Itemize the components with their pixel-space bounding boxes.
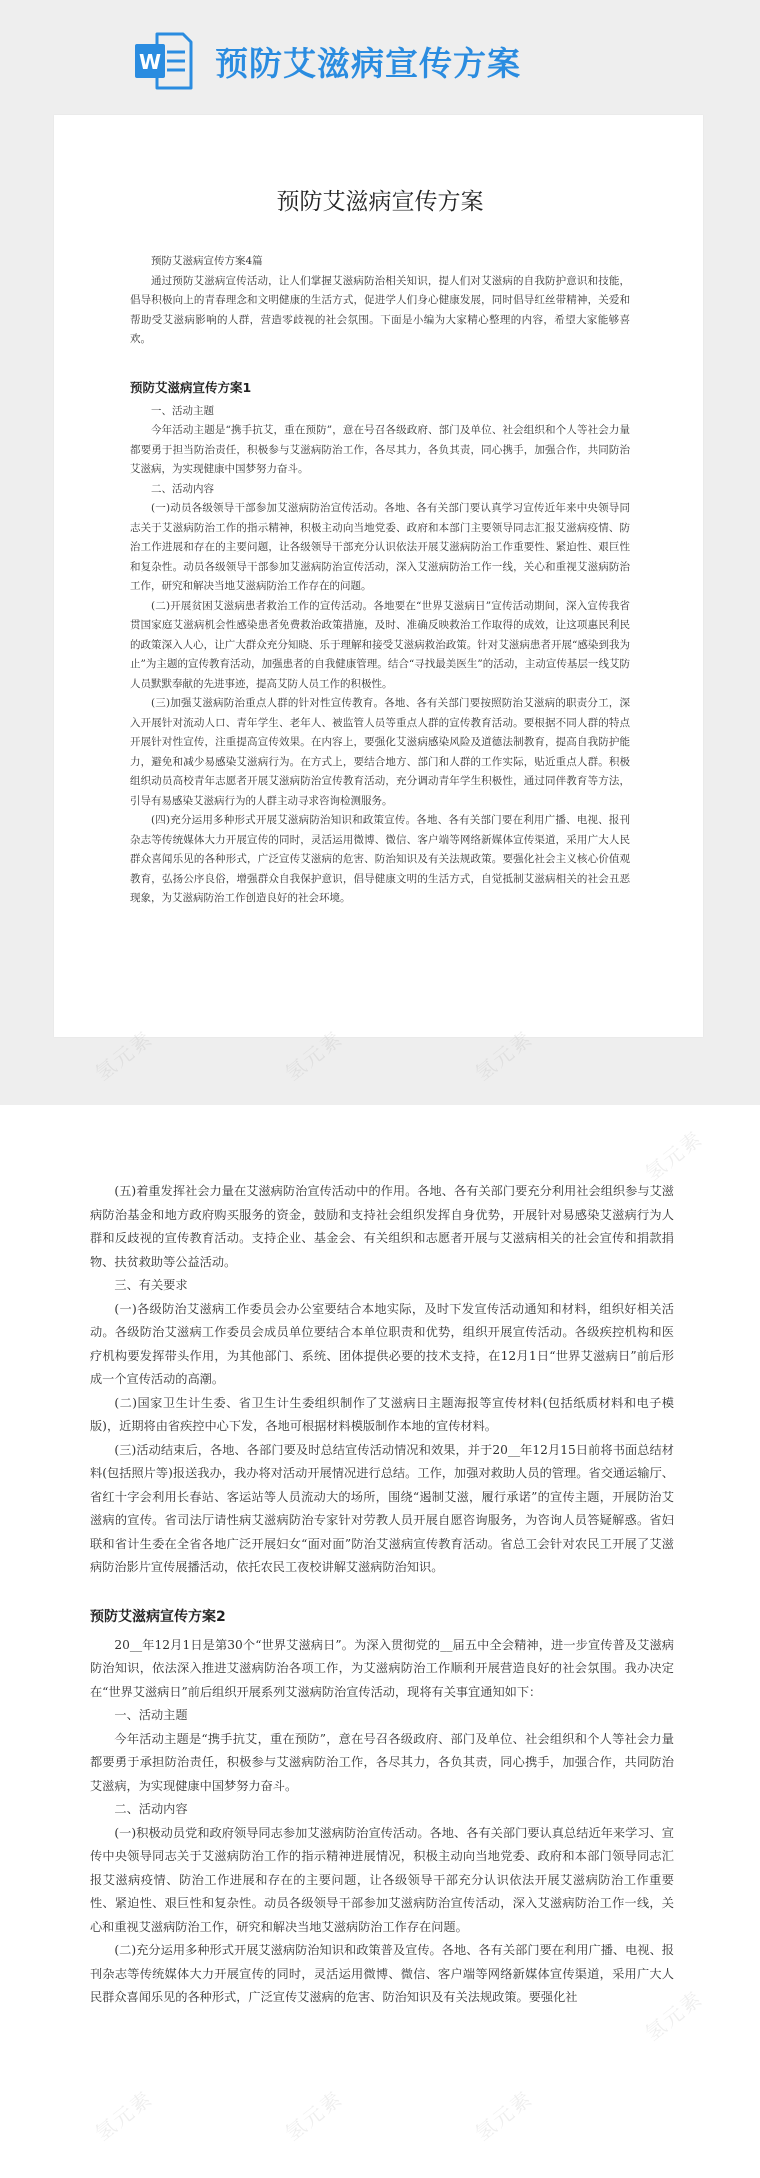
document-subtitle: 预防艾滋病宣传方案4篇 [151, 255, 263, 267]
document-header [133, 28, 521, 94]
s1-requirement-3: (三)活动结束后，各地、各部门要及时总结宣传活动情况和效果，并于20__年12月15日前将书面总结材料(包括照片等)报送我办，我办将对活动开展情况进行总结。工作，加强对救助人员的管理。省交通运输厅、省红十字会利用长春站、客运站等人员流动大的场所，围绕“遏制艾滋，履行承诺”的宣传主题，开展防治艾滋病的宣传。省司法厅请性病艾滋病防治专家针对劳教人员开展自愿咨询服务，为咨询人员答疑解惑。省妇联和省计生委在全省各地广泛开展妇女“面对面”防治艾滋病宣传教育活动。省总工会针对农民工开展了艾滋病防治影片宣传展播活动，依托农民工夜校讲解艾滋病防治知识。 [90, 1442, 674, 1574]
s1-requirements-heading: 三、有关要求 [114, 1278, 188, 1292]
watermark: 氢元素 [470, 2085, 538, 2146]
s1-content-4: (四)充分运用多种形式开展艾滋病防治知识和政策宣传。各地、各有关部门要在利用广播、电视、报刊杂志等传统媒体大力开展宣传的同时，灵活运用微博、微信、客户端等网络新媒体宣传渠道，采用广大人民群众喜闻乐见的各种形式，广泛宣传艾滋病的危害、防治知识及有关法规政策。要强化社会主义核心价值观教育，弘扬公序良俗，增强群众自我保护意识，倡导健康文明的生活方式，自觉抵制艾滋病相关的社会丑恶现象，为艾滋病防治工作创造良好的社会环境。 [130, 814, 630, 904]
page-1-content [130, 183, 630, 909]
s1-content-heading: 二、活动内容 [151, 482, 214, 495]
s1-requirement-2: (二)国家卫生计生委、省卫生计生委组织制作了艾滋病日主题海报等宣传材料(包括纸质材料和电子模版)，近期将由省疾控中心下发，各地可根据材料模版制作本地的宣传材料。 [90, 1395, 674, 1433]
svg-text:W: W [138, 50, 162, 74]
word-document-icon [133, 28, 195, 94]
section-2-heading: 预防艾滋病宣传方案2 [90, 1608, 226, 1625]
s1-content-3: (三)加强艾滋病防治重点人群的针对性宣传教育。各地、各有关部门要按照防治艾滋病的职责分工，深入开展针对流动人口、青年学生、老年人、被监管人员等重点人群的宣传教育活动。要根据不同人群的特点开展针对性宣传，注重提高宣传效果。在内容上，要强化艾滋病感染风险及道德法制教育，提高自我防护能力，避免和减少易感染艾滋病行为。在方式上，要结合地方、部门和人群的工作实际，贴近重点人群。积极组织动员高校青年志愿者开展艾滋病防治宣传教育活动，充分调动青年学生积极性，通过同伴教育等方法，引导有易感染艾滋病行为的人群主动寻求咨询检测服务。 [130, 697, 630, 807]
s1-content-2: (二)开展贫困艾滋病患者救治工作的宣传活动。各地要在“世界艾滋病日”宣传活动期间，深入宣传我省贯国家庭艾滋病机会性感染患者免费救治政策措施，及时、准确反映救治工作取得的成效，让这项惠民利民的政策深入人心，让广大群众充分知晓、乐于理解和接受艾滋病救治政策。针对艾滋病患者开展“感染到我为止”为主题的宣传教育活动，加强患者的自我健康管理。结合“寻找最美医生”的活动，主动宣传基层一线艾防人员默默奉献的先进事迹，提高艾防人员工作的积极性。 [130, 599, 630, 690]
document-page-1 [54, 115, 703, 1037]
document-page-2 [90, 1180, 674, 2010]
s2-theme-heading: 一、活动主题 [114, 1708, 188, 1722]
intro-paragraph: 通过预防艾滋病宣传活动，让人们掌握艾滋病防治相关知识，提人们对艾滋病的自我防护意识和技能，倡导积极向上的青春理念和文明健康的生活方式，促进学人们身心健康发展，同时倡导红丝带精神，关爱和帮助受艾滋病影响的人群，营造零歧视的社会氛围。下面是小编为大家精心整理的内容，希望大家能够喜欢。 [130, 274, 630, 345]
s1-theme-heading: 一、活动主题 [151, 404, 214, 417]
section-1-heading: 预防艾滋病宣传方案1 [130, 379, 252, 395]
s1-content-5: (五)着重发挥社会力量在艾滋病防治宣传活动中的作用。各地、各有关部门要充分利用社会组织参与艾滋病防治基金和地方政府购买服务的资金，鼓励和支持社会组织发挥自身优势，开展针对易感染艾滋病行为人群和反歧视的宣传教育活动。支持企业、基金会、有关组织和志愿者开展与艾滋病相关的社会宣传和捐款捐物、扶贫救助等公益活动。 [90, 1184, 674, 1269]
s1-theme-text: 今年活动主题是“携手抗艾，重在预防”，意在号召各级政府、部门及单位、社会组织和个人等社会力量都要勇于担当防治责任，积极参与艾滋病防治工作，各尽其力，各负其责，同心携手，加强合作，共同防治艾滋病，为实现健康中国梦努力奋斗。 [130, 424, 630, 475]
header-title: 预防艾滋病宣传方案 [215, 43, 521, 83]
s2-content-2: (二)充分运用多种形式开展艾滋病防治知识和政策普及宣传。各地、各有关部门要在利用广播、电视、报刊杂志等传统媒体大力开展宣传的同时，灵活运用微博、微信、客户端等网络新媒体宣传渠道，采用广大人民群众喜闻乐见的各种形式，广泛宣传艾滋病的危害、防治知识及有关法规政策。要强化社 [90, 1943, 674, 2004]
s2-intro: 20__年12月1日是第30个“世界艾滋病日”。为深入贯彻党的__届五中全会精神，进一步宣传普及艾滋病防治知识，依法深入推进艾滋病防治各项工作，为艾滋病防治工作顺利开展营造良好的社会氛围。我办决定在“世界艾滋病日”前后组织开展系列艾滋病防治宣传活动，现将有关事宜通知如下： [90, 1637, 674, 1699]
watermark: 氢元素 [90, 2085, 158, 2146]
s2-content-1: (一)积极动员党和政府领导同志参加艾滋病防治宣传活动。各地、各有关部门要认真总结近年来学习、宣传中央领导同志关于艾滋病防治工作的指示精神进展情况，积极主动向当地党委、政府和本部门领导同志汇报艾滋病疫情、防治工作进展和存在的主要问题，让各级领导干部充分认识依法开展艾滋病防治工作重要性、紧迫性、艰巨性和复杂性。动员各级领导干部参加艾滋病防治宣传活动，深入艾滋病防治工作一线，关心和重视艾滋病防治工作，研究和解决当地艾滋病防治工作存在问题。 [90, 1825, 674, 1934]
watermark: 氢元素 [280, 2085, 348, 2146]
s1-requirement-1: (一)各级防治艾滋病工作委员会办公室要结合本地实际，及时下发宣传活动通知和材料，组织好相关活动。各级防治艾滋病工作委员会成员单位要结合本单位职责和优势，组织开展宣传活动。各级疾控机构和医疗机构要发挥带头作用，为其他部门、系统、团体提供必要的技术支持，在12月1日“世界艾滋病日”前后形成一个宣传活动的高潮。 [90, 1301, 674, 1386]
document-title: 预防艾滋病宣传方案 [276, 189, 484, 215]
watermark: 氢元素 [640, 1125, 708, 1186]
s2-theme-text: 今年活动主题是“携手抗艾，重在预防”，意在号召各级政府、部门及单位、社会组织和个人等社会力量都要勇于承担防治责任，积极参与艾滋病防治工作，各尽其力，各负其责，同心携手，加强合作，共同防治艾滋病，为实现健康中国梦努力奋斗。 [90, 1731, 674, 1793]
watermark: 氢元素 [640, 1985, 708, 2046]
s1-content-1: (一)动员各级领导干部参加艾滋病防治宣传活动。各地、各有关部门要认真学习宣传近年来中央领导同志关于艾滋病防治工作的指示精神，积极主动向当地党委、政府和本部门主要领导同志汇报艾滋病疫情、防治工作进展和存在的主要问题，让各级领导干部充分认识依法开展艾滋病防治工作重要性、紧迫性、艰巨性和复杂性。动员各级领导干部参加艾滋病防治宣传活动，深入艾滋病防治工作一线，关心和重视艾滋病防治工作，研究和解决当地艾滋病防治工作存在的问题。 [130, 502, 630, 592]
s2-content-heading: 二、活动内容 [114, 1802, 188, 1816]
